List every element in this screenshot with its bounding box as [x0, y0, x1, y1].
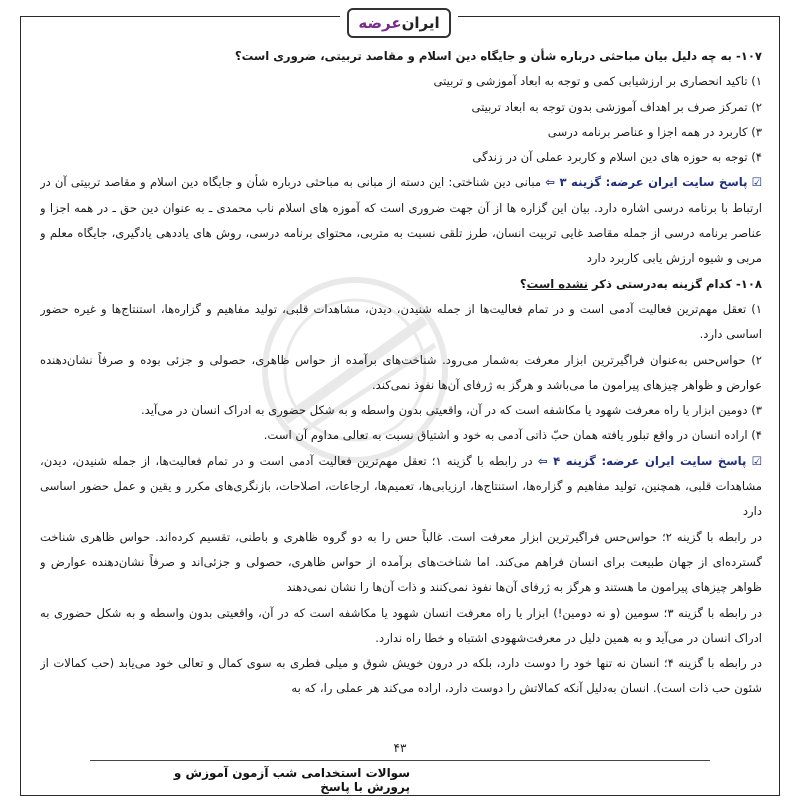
q108-option-3: ۳) دومین ابزار یا راه معرفت شهود یا مکاشفه است که در آن، واقعیتی بدون واسطه و به شکل حضوری به ادراک انسان در می‌آید. — [141, 403, 762, 418]
header-logo — [340, 6, 458, 40]
footer-book-title: سوالات استخدامی شب آزمون آموزش و پرورش با پاسخ — [173, 766, 410, 794]
checkbox-icon: ☑ — [751, 453, 762, 468]
page-number: ۴۳ — [393, 741, 407, 755]
q108-answer-label: پاسخ سایت ایران عرضه: گزینه ۴ ⇦ — [537, 453, 747, 468]
q107-answer — [40, 170, 762, 271]
question-107: ۱۰۷- به چه دلیل بیان مباحثی درباره شأن و جایگاه دین اسلام و مقاصد تربیتی، ضروری است؟ — [234, 49, 762, 63]
footer-divider — [90, 760, 710, 761]
q108-option-1: ۱) تعقل مهم‌ترین فعالیت آدمی است و در تمام فعالیت‌ها از جمله شنیدن، دیدن، مشاهدات قلبی، تولید مفاهیم و گزاره‌ها، استنتاج‌ها و غیره حضور اساسی دارد. — [40, 301, 762, 342]
q108-answer-text: در رابطه با گزینه ۱؛ تعقل مهم‌ترین فعالیت آدمی است و در تمام فعالیت‌ها، از جمله شنیدن، دیدن، مشاهدات قلبی، همچنین، تولید مفاهیم و گزاره‌ها، استنتاج‌ها، ارزیابی‌ها، تعمیم‌ها، ارجاعات، اصلاحات، بازنگری‌های مکرر و یقین و عمل حضور اساسی دارد — [40, 453, 762, 519]
q107-option-1: ۱) تاکید انحصاری بر ارزشیابی کمی و توجه به ابعاد آموزشی و تربیتی — [433, 74, 762, 89]
q108-answer — [40, 449, 762, 525]
q108-question-prefix: ۱۰۸- کدام گزینه به‌درستی ذکر — [588, 276, 762, 291]
q108-explanation-4: در رابطه با گزینه ۴؛ انسان نه تنها خود را دوست دارد، بلکه در درون خویش شوق و میلی فطری به سوی کمال و تعالی خود می‌یابد (حب کمالات از شئون حب ذات است). انسان به‌دلیل آنکه کمالاتش را دوست دارد، اراده می‌کند هر عملی را، که به — [40, 656, 762, 696]
q108-explanation-2: در رابطه با گزینه ۲؛ حواس‌حس فراگیرترین ابزار معرفت است. غالباً حس را به دو گروه ظاهری و باطنی، تقسیم کرده‌اند. حواس ظاهری شناخت گسترده‌ای از جهان طبیعت برای انسان فراهم می‌کند. اما شناخت‌های برآمده از حواس ظاهری، حصولی و جزئی‌اند و صرفاً نشان‌دهنده عوارض و ظواهر چیزهای پیرامون ما هستند و هرگز به ژرفای آن‌ها نفوذ نمی‌کنند و ذات آن‌ها را نشان نمی‌دهند — [40, 529, 762, 595]
checkbox-icon: ☑ — [751, 175, 762, 190]
logo-accent-text: عرضه — [358, 14, 402, 32]
page-content — [40, 44, 762, 734]
q108-question-underlined: نشده است — [526, 276, 588, 291]
q108-option-2: ۲) حواس‌حس به‌عنوان فراگیرترین ابزار معرفت به‌شمار می‌رود. شناخت‌های برآمده از حواس ظاهری، حصولی و جزئی بوده و صرفاً نشان‌دهنده عوارض و ظواهر چیزهای پیرامون ما می‌باشد و هرگز به ژرفای آن‌ها نفوذ نمی‌کند. — [40, 352, 762, 392]
q108-explanation-3: در رابطه با گزینه ۳؛ سومین (و نه دومین!) ابزار یا راه معرفت انسان شهود یا مکاشفه است که در آن، واقعیتی بدون واسطه و به شکل حضوری به ادراک انسان در می‌آید و به همین دلیل در معرفت‌شهودی اشتباه و خطا راه ندارد. — [40, 605, 762, 645]
q107-option-4: ۴) توجه به حوزه های دین اسلام و کاربرد عملی آن در زندگی — [472, 150, 762, 165]
logo-text: ایران — [401, 14, 440, 32]
q107-answer-text: مبانی دین شناختی: این دسته از مبانی به مباحثی درباره شأن و جایگاه دین اسلام و مقاصد تربیتی آن در ارتباط با برنامه درسی اشاره دارد. بیان این گزاره ها از آن جهت ضروری است که آموزه های اسلام ناب محمدی ـ به عنوان دین حق ـ در همه اجزا و عناصر برنامه درسی از جمله مقاصد غایی تربیت انسان، طرز تلقی نسبت به متربی، محتوای برنامه درسی، روش های یاددهی یادگیری، جایگاه معلم و مربی و شیوه ارزش یابی کاربرد دارد — [40, 175, 762, 266]
q107-option-2: ۲) تمرکز صرف بر اهداف آموزشی بدون توجه به ابعاد تربیتی — [471, 99, 762, 114]
q108-question-suffix: ؟ — [519, 276, 527, 291]
q107-answer-label: پاسخ سایت ایران عرضه: گزینه ۳ ⇦ — [545, 175, 748, 190]
q107-option-3: ۳) کاربرد در همه اجزا و عناصر برنامه درسی — [547, 124, 762, 139]
logo-badge — [347, 8, 451, 38]
q108-option-4: ۴) اراده انسان در واقع تبلور یافته همان حبّ ذاتی آدمی به خود و اشتیاق نسبت به تعالی مداوم آن است. — [263, 428, 762, 443]
question-108 — [40, 272, 762, 297]
